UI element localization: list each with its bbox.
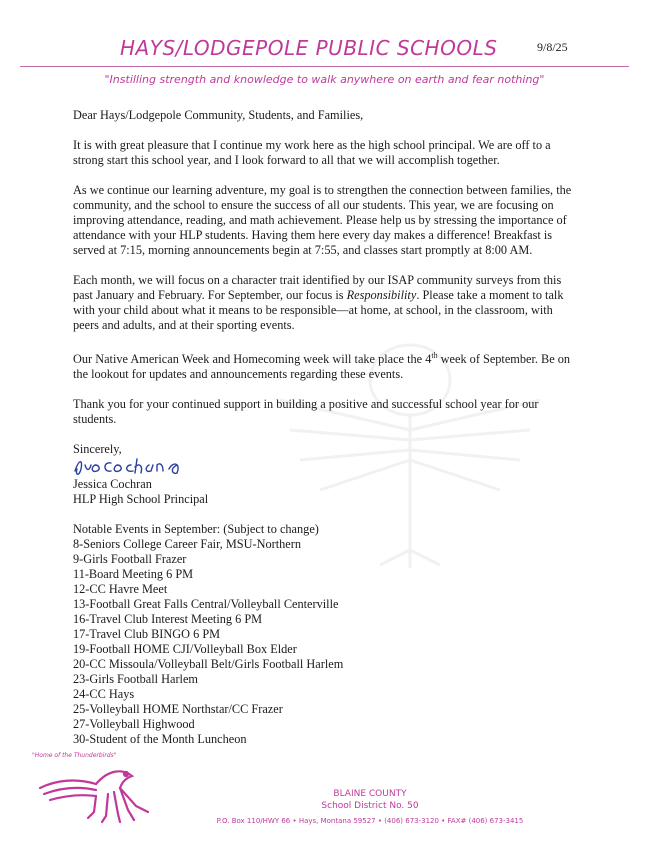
event-item: 27-Volleyball Highwood (73, 717, 195, 732)
event-item: 8-Seniors College Career Fair, MSU-Northern (73, 537, 301, 552)
event-item: 16-Travel Club Interest Meeting 6 PM (73, 612, 263, 627)
district-name: School District No. 50 (321, 801, 419, 811)
letter-body (73, 108, 573, 747)
events-list (73, 522, 573, 747)
trait-text-before: Each month, we will focus on a character trait identified by our ISAP community surveys from this past January and February. For September, our focus is (73, 273, 562, 302)
trait-text-after: . Please take a moment to talk with your child about what it means to be responsible—at home, at school, in the classroom, with peers and adults, and at their sporting events. (73, 288, 564, 332)
handwritten-signature (73, 457, 573, 477)
paragraph-character-trait (73, 273, 573, 333)
letter-date: 9/8/25 (537, 40, 568, 54)
homecoming-text-before: Our Native American Week and Homecoming week will take place the 4 (73, 352, 432, 367)
header-divider (20, 66, 629, 67)
event-item: 11-Board Meeting 6 PM (73, 567, 194, 582)
county-name: BLAINE COUNTY (333, 789, 407, 799)
event-item: 25-Volleyball HOME Northstar/CC Frazer (73, 702, 283, 717)
paragraph-homecoming (73, 348, 573, 382)
event-item: 12-CC Havre Meet (73, 582, 168, 597)
footer-address: P.O. Box 110/HWY 66 • Hays, Montana 59527 • (406) 673-3120 • FAX# (406) 673-3415 (216, 817, 524, 825)
homecoming-text-after: week of September. Be on the lookout for updates and announcements regarding these events. (73, 352, 571, 382)
trait-focus: Responsibility (346, 288, 417, 302)
paragraph-attendance: As we continue our learning adventure, my goal is to strengthen the connection between families, the community, and the school to ensure the success of all our students. This year, we are focusing on improving attendance, reading, and math achievement. Please help us by stressing the importance of attendance with your HLP students. Having them here every day makes a difference! Breakfast is served at 7:15, morning announcements begin at 7:55, and classes start promptly at 8:00 AM. (73, 183, 572, 257)
paragraph-intro: It is with great pleasure that I continue my work here as the high school principal. We are off to a strong start this school year, and I look forward to all that we will accomplish together. (73, 138, 551, 167)
closing: Sincerely, (73, 442, 122, 457)
salutation: Dear Hays/Lodgepole Community, Students, and Families, (73, 108, 364, 122)
event-item: 20-CC Missoula/Volleyball Belt/Girls Football Harlem (73, 657, 344, 672)
event-item: 19-Football HOME CJI/Volleyball Box Elder (73, 642, 297, 657)
school-tagline: "Instilling strength and knowledge to walk anywhere on earth and fear nothing" (104, 73, 545, 86)
event-item: 9-Girls Football Frazer (73, 552, 187, 567)
footer-county (290, 788, 450, 812)
signature-icon (73, 457, 213, 477)
signer-title: HLP High School Principal (73, 492, 209, 507)
paragraph-thanks: Thank you for your continued support in building a positive and successful school year for our students. (73, 397, 539, 427)
event-item: 24-CC Hays (73, 687, 135, 702)
signer-name: Jessica Cochran (73, 477, 152, 492)
event-item: 30-Student of the Month Luncheon (73, 732, 247, 747)
event-item: 13-Football Great Falls Central/Volleyball Centerville (73, 597, 339, 612)
ordinal-suffix: th (431, 351, 438, 360)
footer-motto: "Home of the Thunderbirds" (32, 752, 117, 759)
thunderbird-logo-icon (36, 760, 154, 824)
events-heading: Notable Events in September: (Subject to change) (73, 522, 319, 537)
event-item: 17-Travel Club BINGO 6 PM (73, 627, 221, 642)
event-item: 23-Girls Football Harlem (73, 672, 198, 687)
school-name-header: HAYS/LODGEPOLE PUBLIC SCHOOLS (120, 36, 498, 60)
